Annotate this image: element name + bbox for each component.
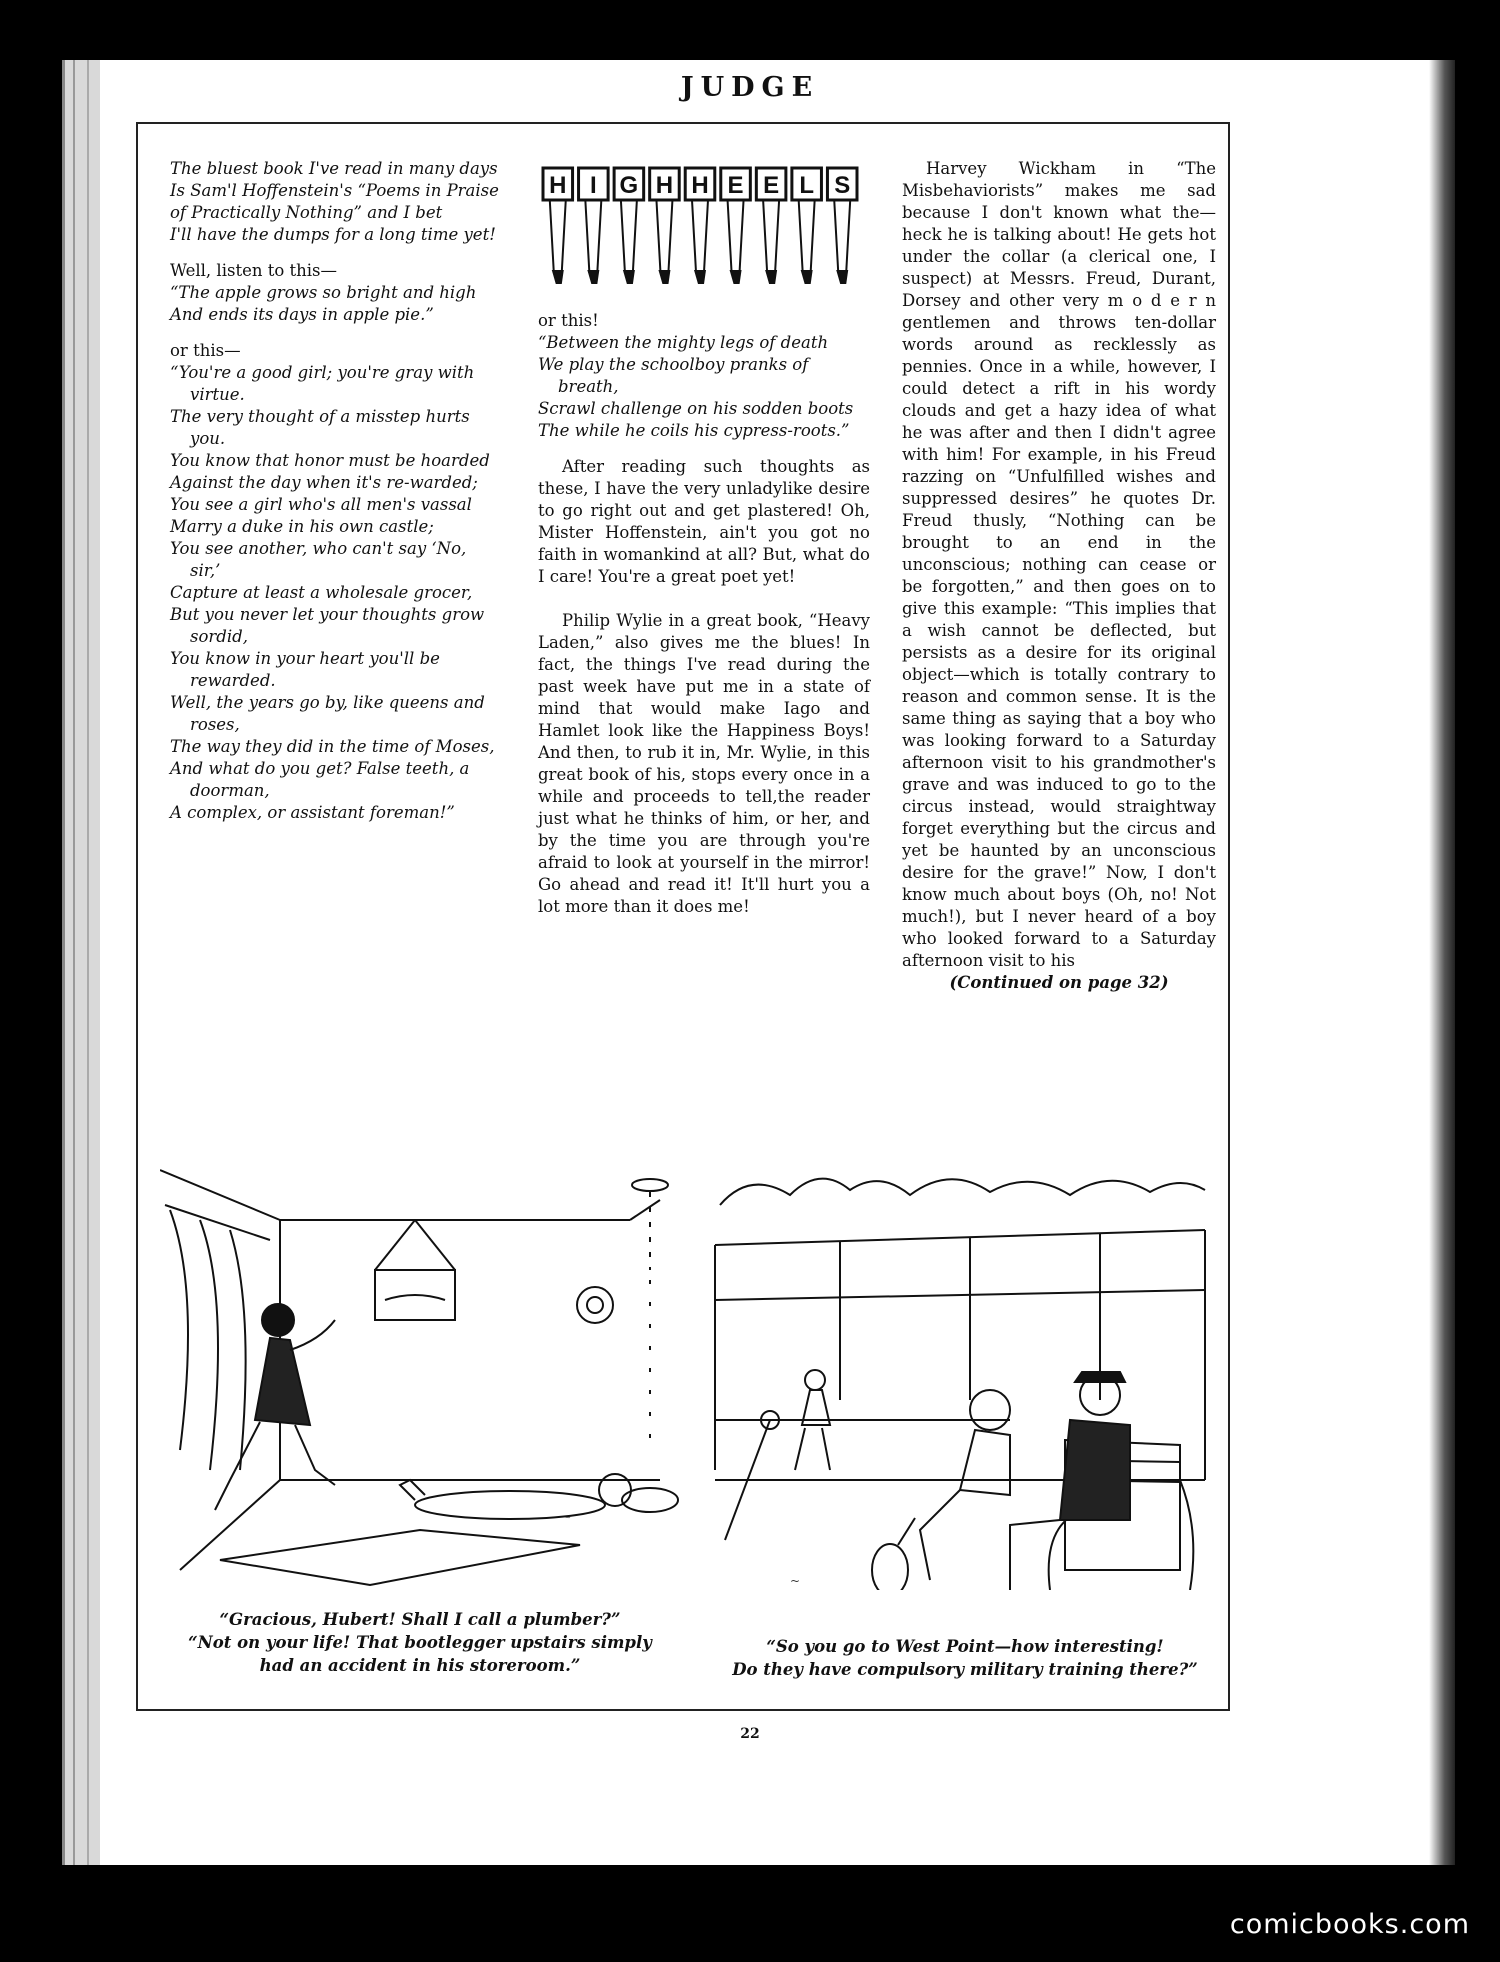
verse-line: of Practically Nothing” and I bet xyxy=(170,203,443,222)
logo-legs xyxy=(550,200,850,284)
caption-line: “Gracious, Hubert! Shall I call a plumber?” xyxy=(219,1610,621,1629)
logo-letter: G xyxy=(619,172,639,199)
verse-line: A complex, or assistant foreman!” xyxy=(170,803,455,822)
verse-line: “The apple grows so bright and high xyxy=(170,283,477,302)
caption-line: Do they have compulsory military training there?” xyxy=(732,1660,1198,1679)
verse-line: “Between the mighty legs of death xyxy=(538,333,829,352)
verse-line: Is Sam'l Hoffenstein's “Poems in Praise xyxy=(170,181,499,200)
verse-line: And ends its days in apple pie.” xyxy=(170,305,434,324)
paragraph: Harvey Wickham in “The Misbehaviorists” makes me sad because I don't known what the—heck he is talking about! He gets hot under the collar (a clerical one, I suspect) at Messrs. Freud, Durant, Dorsey and other very m o d e r n gentlemen and throws ten-dollar words around as recklessly as pennies. Once in a while, however, I could detect a rift in his wordy clouds and get a hazy idea of what he was after and then I didn't agree with him! For example, in his Freud razzing on “Unfulfilled wishes and suppressed desires” he quotes Dr. Freud thusly, “Nothing can be brought to an end in the unconscious; nothing can cease or be forgotten,” and then goes on to give this example: “This implies that a wish cannot be deflected, but persists as a desire for its original object—which is totally contrary to reason and common sense. It is the same thing as saying that a boy who was looking forward to a Saturday afternoon visit to his grandmother's grave and was induced to go to the circus instead, would straightway forget everything but the circus and yet be haunted by an unconscious desire for the grave!” Now, I don't know much about boys (Oh, no! Not much!), but I never heard of a boy who looked forward to a Saturday afternoon visit to his xyxy=(902,159,1216,970)
logo-shoe xyxy=(801,270,813,284)
page-number: 22 xyxy=(740,1726,760,1742)
verse-line: The way they did in the time of Moses, xyxy=(170,737,495,756)
verse-line: And what do you get? False teeth, a doorman, xyxy=(170,759,470,800)
logo-leg xyxy=(621,200,637,272)
verse-line: Scrawl challenge on his sodden boots xyxy=(538,399,854,418)
intro-line: or this! xyxy=(538,311,599,330)
paragraph: After reading such thoughts as these, I have the very unladylike desire to go right out and get plastered! Oh, Mister Hoffenstein, ain't you got no faith in womankind at all? But, what do I care! You're a great poet yet! xyxy=(538,457,870,586)
paragraph: Philip Wylie in a great book, “Heavy Laden,” also gives me the blues! In fact, the things I've read during the past week have put me in a state of mind that would make Iago and Hamlet look like the Happiness Boys! And then, to rub it in, Mr. Wylie, in this great book of his, stops every once in a while and proceeds to tell,the reader just what he thinks of him, or her, and by the time you are through you're afraid to look at yourself in the mirror! Go ahead and read it! It'll hurt you a lot more than it does me! xyxy=(538,611,870,916)
verse-line: You see another, who can't say ‘No, sir,’ xyxy=(170,539,467,580)
logo-leg xyxy=(585,200,601,272)
cartoon-west-point xyxy=(710,1150,1210,1590)
continued-note: (Continued on page 32) xyxy=(949,973,1169,992)
logo-letter: H xyxy=(655,172,674,199)
logo-signs xyxy=(543,168,857,200)
verse-line: You know in your heart you'll be rewarded. xyxy=(170,649,440,690)
verse-2 xyxy=(170,282,500,326)
column-1 xyxy=(170,158,500,824)
artist-signature: ~ xyxy=(565,1514,571,1522)
cartoon-plumber xyxy=(160,1150,680,1590)
watermark: comicbooks.com xyxy=(1229,1909,1470,1940)
logo-letter: E xyxy=(727,172,744,199)
logo-leg xyxy=(728,200,744,272)
intro-line: or this— xyxy=(170,341,241,360)
verse-line: Well, the years go by, like queens and roses, xyxy=(170,693,485,734)
logo-leg xyxy=(799,200,815,272)
verse-line: We play the schoolboy pranks of breath, xyxy=(538,355,809,396)
logo-letter: L xyxy=(799,172,815,199)
book-page-edges xyxy=(62,60,105,1865)
cartoon-caption-left xyxy=(170,1608,670,1677)
verse-line: You know that honor must be hoarded xyxy=(170,451,490,470)
logo-shoe xyxy=(623,270,635,284)
verse-line: The while he coils his cypress-roots.” xyxy=(538,421,850,440)
logo-letter: I xyxy=(589,172,597,199)
verse-4 xyxy=(538,332,870,442)
verse-line: Capture at least a wholesale grocer, xyxy=(170,583,473,602)
logo-letter: S xyxy=(834,172,851,199)
logo-letter: E xyxy=(763,172,780,199)
column-2 xyxy=(538,310,870,918)
logo-shoe xyxy=(658,270,670,284)
logo-leg xyxy=(692,200,708,272)
high-heels-logo xyxy=(540,160,860,290)
cartoon-caption-right xyxy=(715,1635,1215,1681)
logo-shoe xyxy=(694,270,706,284)
verse-line: But you never let your thoughts grow sordid, xyxy=(170,605,485,646)
caption-line: “So you go to West Point—how interesting! xyxy=(766,1637,1164,1656)
verse-line: You see a girl who's all men's vassal xyxy=(170,495,472,514)
page-title: JUDGE xyxy=(680,72,820,103)
verse-3 xyxy=(170,362,500,824)
logo-shoe xyxy=(587,270,599,284)
spine-shadow xyxy=(1429,60,1455,1865)
caption-line: “Not on your life! That bootlegger upstairs simply had an accident in his storeroom.” xyxy=(188,1633,652,1675)
logo-leg xyxy=(656,200,672,272)
verse-line: “You're a good girl; you're gray with virtue. xyxy=(170,363,475,404)
column-3 xyxy=(902,158,1216,994)
verse-line: The bluest book I've read in many days xyxy=(170,159,498,178)
logo-shoe xyxy=(730,270,742,284)
verse-line: I'll have the dumps for a long time yet! xyxy=(170,225,496,244)
verse-line: Marry a duke in his own castle; xyxy=(170,517,434,536)
logo-shoe xyxy=(765,270,777,284)
artist-signature: ~ xyxy=(790,1574,801,1588)
logo-shoe xyxy=(836,270,848,284)
logo-leg xyxy=(834,200,850,272)
verse-line: The very thought of a misstep hurts you. xyxy=(170,407,470,448)
logo-leg xyxy=(550,200,566,272)
logo-leg xyxy=(763,200,779,272)
logo-shoe xyxy=(552,270,564,284)
logo-letter: H xyxy=(549,172,567,199)
verse-line: Against the day when it's re-warded; xyxy=(170,473,478,492)
intro-line: Well, listen to this— xyxy=(170,261,338,280)
logo-letter: H xyxy=(691,172,709,199)
verse-1 xyxy=(170,158,500,246)
